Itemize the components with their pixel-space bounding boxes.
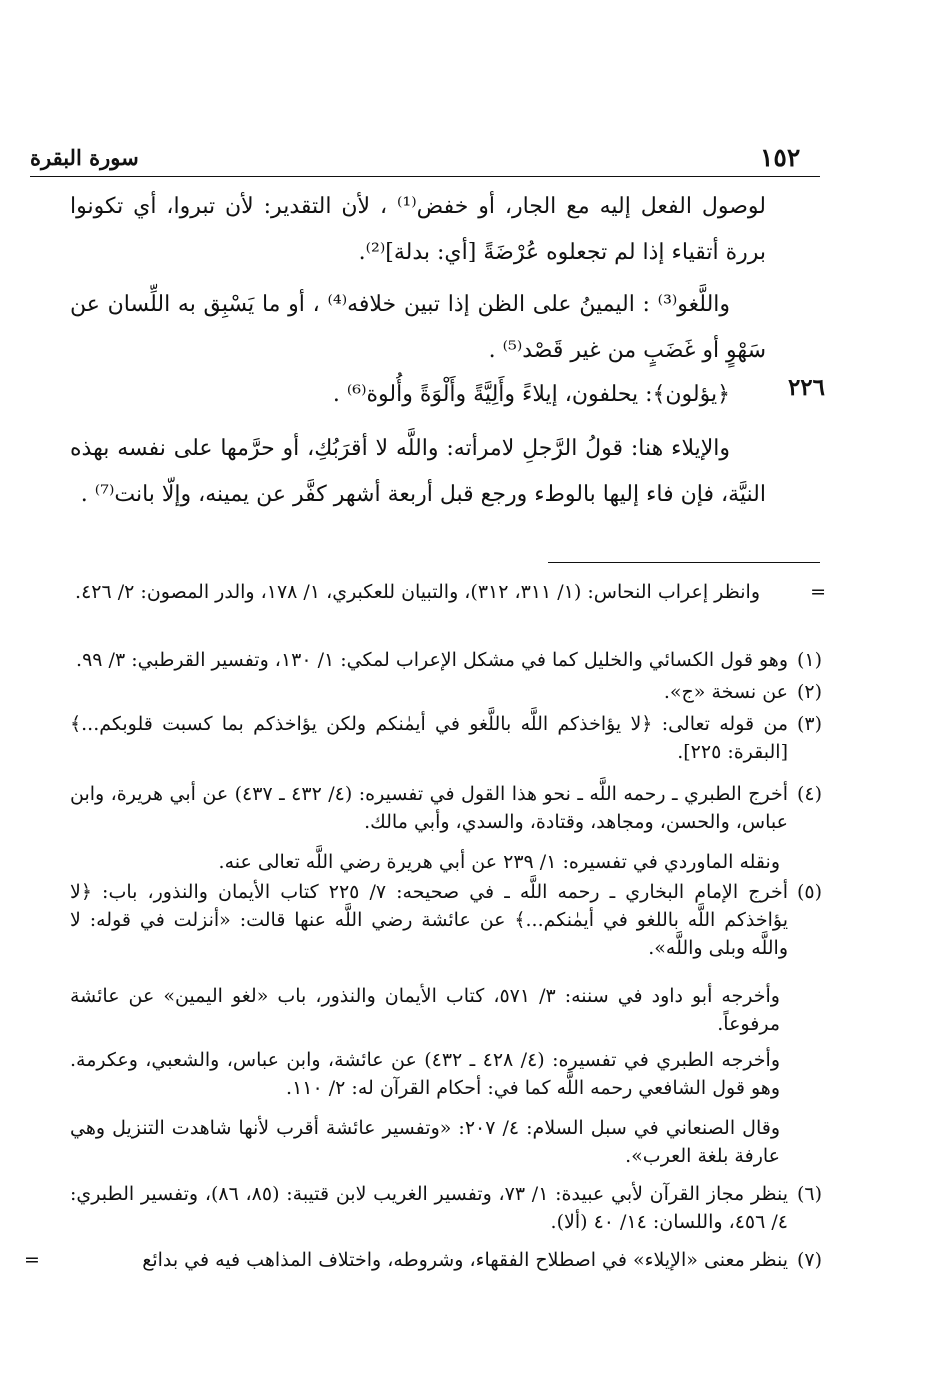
footnote-text: من قوله تعالى: ﴿لا يؤاخذكم اللَّه باللَّغو في أيمٰنكم ولكن يؤاخذكم بما كسبت قلوبكم...﴾ [البقرة: ٢٢٥]. — [70, 713, 788, 763]
page-number: ١٥٢ — [760, 143, 801, 172]
footnote-text: أخرج الإمام البخاري ـ رحمه اللَّه ـ في صحيحه: ٧/ ٢٢٥ كتاب الأيمان والنذور، باب: ﴿لا يؤاخذكم اللَّه باللغو في أيمٰنكم...﴾ عن عائشة رضي اللَّه عنها قالت: «أنزلت في قوله: لا واللَّه وبلى واللَّه». — [70, 881, 788, 959]
main-paragraph-4: والإيلاء هنا: قولُ الرَّجلِ لامرأته: واللَّه لا أقرَبُكِ، أو حرَّمها على نفسه بهذه النيَّة، فإن فاء إليها بالوطء ورجع قبل أربعة أشهر كفَّر عن يمينه، وإلّا بانت⁽⁷⁾ . — [70, 436, 766, 507]
footnote-number: (٤) — [796, 783, 822, 805]
main-paragraph-1: لوصول الفعل إليه مع الجار، أو خفض⁽¹⁾ ، لأن التقدير: لأن تبروا، أي تكونوا بررة أتقياء إذا لم تجعلوه عُرْضَةً [أي: بدلة]⁽²⁾. — [70, 194, 766, 265]
footnote-number: (٢) — [796, 681, 822, 703]
footnote-number: (١) — [796, 649, 822, 671]
header-rule — [30, 176, 820, 177]
footnote-number: (٥) — [796, 881, 822, 903]
footnote-text: ينظر معنى «الإيلاء» في اصطلاح الفقهاء، وشروطه، واختلاف المذاهب فيه في بدائع — [142, 1249, 788, 1271]
footnote-subparagraph: وقال الصنعاني في سبل السلام: ٤/ ٢٠٧: «وتفسير عائشة أقرب لأنها شاهدت التنزيل وهي عارفة بلغة العرب». — [70, 1117, 780, 1167]
footnote-text: عن نسخة «ج». — [663, 681, 788, 703]
footnote-subparagraph: ونقله الماوردي في تفسيره: ١/ ٢٣٩ عن أبي هريرة رضي اللَّه تعالى عنه. — [218, 851, 780, 873]
footnote-number: (٣) — [796, 713, 822, 735]
main-paragraph-3: ﴿يؤلون﴾: يحلفون، إيلاءً وأَلِيَّةً وأَلْوَةً وأُلوة⁽⁶⁾ . — [332, 382, 730, 407]
footnote-number: (٦) — [796, 1183, 822, 1205]
footnote-continuation: وانظر إعراب النحاس: (١/ ٣١١، ٣١٢)، والتبيان للعكبري، ١/ ١٧٨، والدر المصون: ٢/ ٤٢٦. — [75, 581, 760, 603]
footnote-subparagraph: وأخرجه أبو داود في سننه: ٣/ ٥٧١، كتاب الأيمان والنذور، باب «لغو اليمين» عن عائشة مرفوعاً. — [70, 985, 780, 1035]
footnote-rule — [548, 562, 820, 563]
footnote-number: (٧) — [796, 1249, 822, 1271]
footnote-text: أخرج الطبري ـ رحمه اللَّه ـ نحو هذا القول في تفسيره: (٤/ ٤٣٢ ـ ٤٣٧) عن أبي هريرة، وابن عباس، والحسن، ومجاهد، وقتادة، والسدي، وأبي مالك. — [70, 783, 788, 833]
main-paragraph-2: واللَّغو⁽³⁾ : اليمينُ على الظن إذا تبين خلافه⁽⁴⁾ ، أو ما يَسْبِق به اللِّسان عن سَهْوٍ أو غَضَبٍ من غير قَصْد⁽⁵⁾ . — [70, 292, 766, 363]
footnote-text: وهو قول الكسائي والخليل كما في مشكل الإعراب لمكي: ١/ ١٣٠، وتفسير القرطبي: ٣/ ٩٩. — [76, 649, 788, 671]
footnote-subparagraph: وأخرجه الطبري في تفسيره: (٤/ ٤٢٨ ـ ٤٣٢) عن عائشة، وابن عباس، والشعبي، وعكرمة. وهو قول الشافعي رحمه اللَّه كما في: أحكام القرآن له: ٢/ ١١٠. — [70, 1049, 780, 1099]
continuation-mark: = — [24, 1249, 40, 1271]
running-header-title: سورة البقرة — [30, 145, 139, 170]
verse-number: ٢٢٦ — [787, 374, 825, 401]
continuation-mark: = — [810, 581, 826, 603]
footnote-text: ينظر مجاز القرآن لأبي عبيدة: ١/ ٧٣، وتفسير الغريب لابن قتيبة: (٨٥، ٨٦)، وتفسير الطبري: ٤/ ٤٥٦، واللسان: ١٤/ ٤٠ (ألا). — [70, 1183, 789, 1233]
